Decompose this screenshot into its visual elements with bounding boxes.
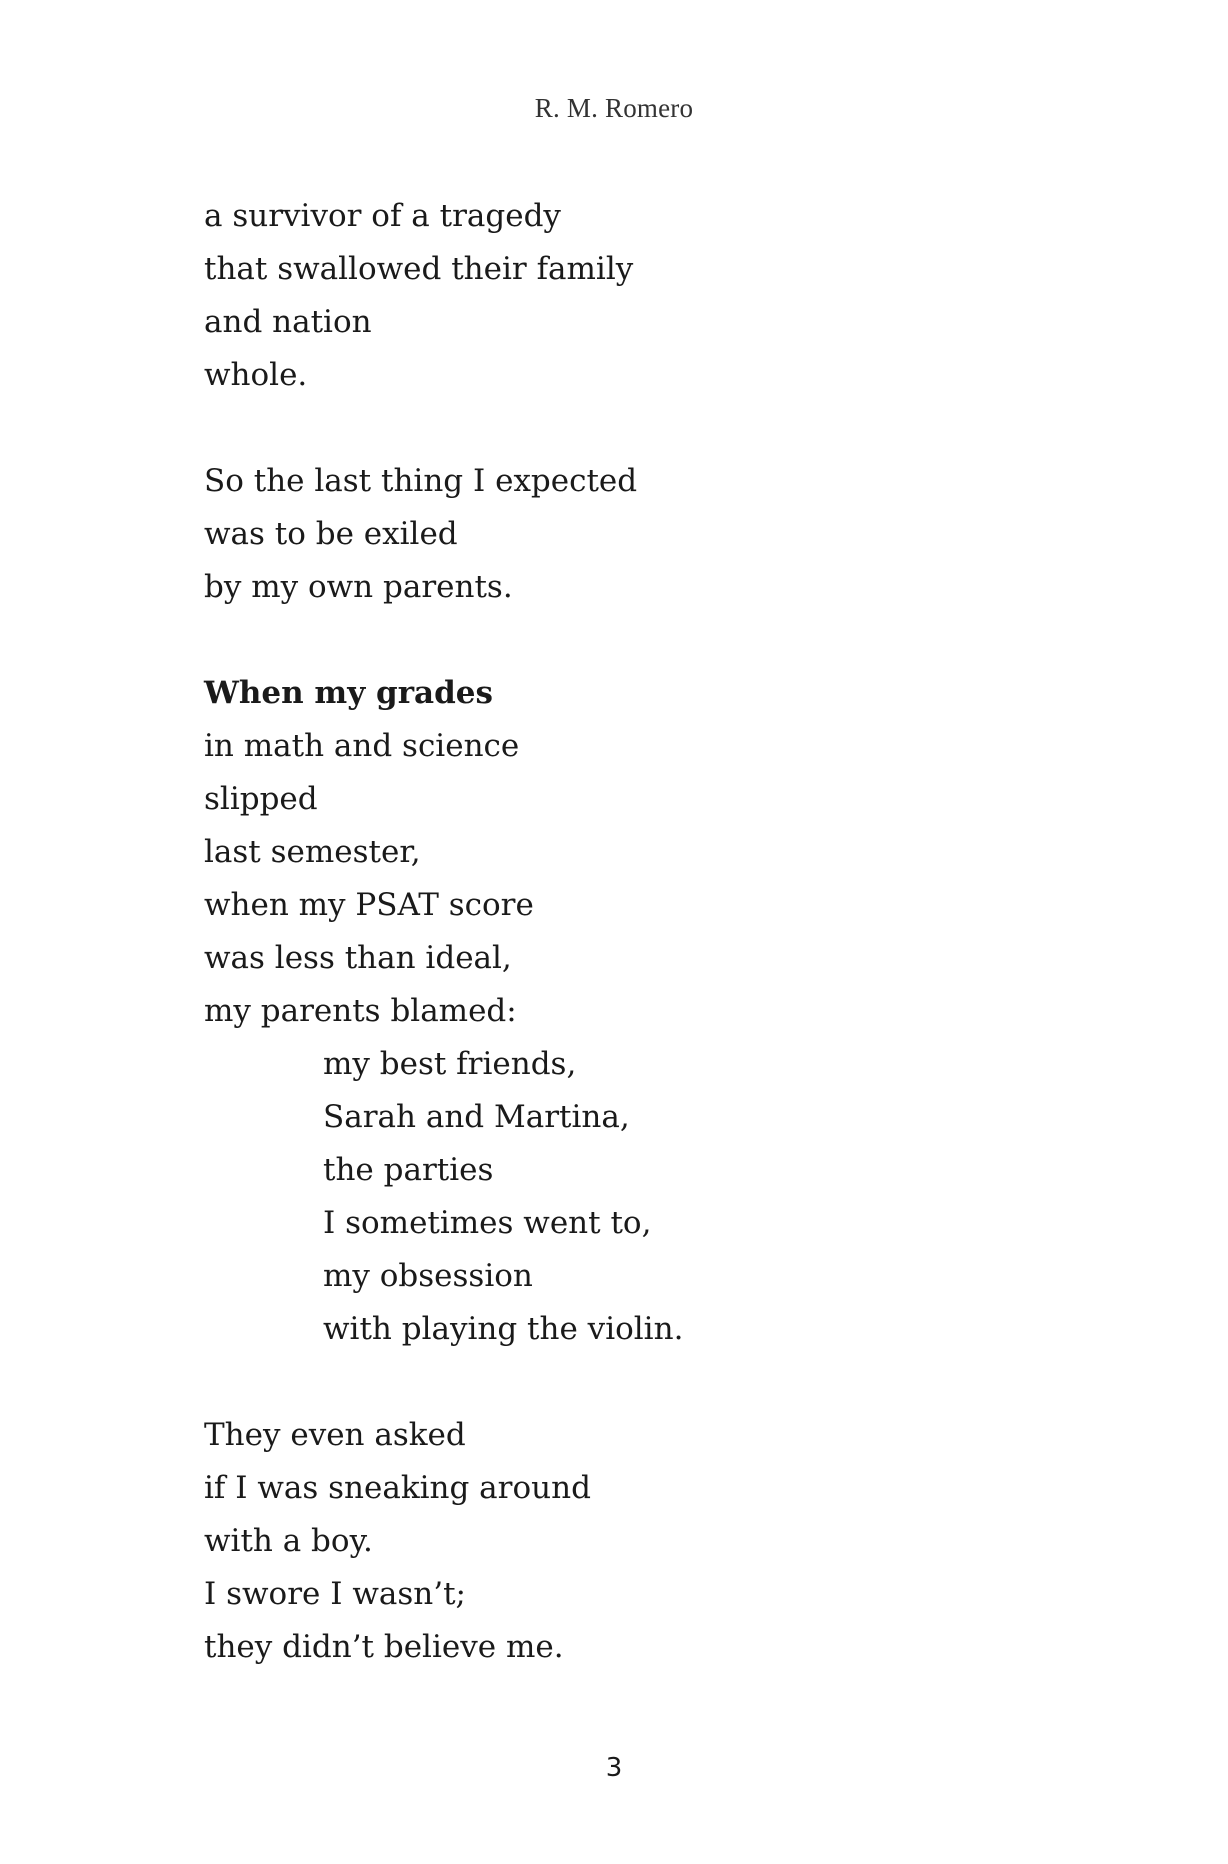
- poem-line-indented: the parties: [323, 1152, 494, 1188]
- poem-line-indented: with playing the violin.: [323, 1311, 684, 1347]
- stanza-2: [204, 455, 1104, 614]
- poem-line: So the last thing I expected: [204, 463, 638, 499]
- running-head-author: R. M. Romero: [534, 93, 694, 123]
- poem-line: They even asked: [204, 1417, 466, 1453]
- poem-line: I swore I wasn’t;: [204, 1576, 466, 1612]
- stanza-1: [204, 190, 1104, 402]
- poem-line-indented: my obsession: [323, 1258, 533, 1294]
- poem-line: they didn’t believe me.: [204, 1629, 564, 1665]
- poem-line: and nation: [204, 304, 372, 340]
- poem-line-indented: my best friends,: [323, 1046, 577, 1082]
- page-number: 3: [605, 1753, 623, 1783]
- poem-line-indented: Sarah and Martina,: [323, 1099, 630, 1135]
- poem-line: when my PSAT score: [204, 887, 534, 923]
- poem-line: last semester,: [204, 834, 421, 870]
- poem-line-indented: I sometimes went to,: [323, 1205, 652, 1241]
- poem-line: whole.: [204, 357, 308, 393]
- poem-line: that swallowed their family: [204, 251, 634, 287]
- poem-line: if I was sneaking around: [204, 1470, 591, 1506]
- poem-line: by my own parents.: [204, 569, 513, 605]
- poem-body: [204, 190, 1104, 1727]
- poem-line: a survivor of a tragedy: [204, 198, 561, 234]
- stanza-4: [204, 1409, 1104, 1674]
- stanza-3: [204, 667, 1104, 1356]
- poem-line: slipped: [204, 781, 318, 817]
- poem-line: was less than ideal,: [204, 940, 512, 976]
- poem-line: my parents blamed:: [204, 993, 517, 1029]
- poem-line: with a boy.: [204, 1523, 373, 1559]
- poem-line: in math and science: [204, 728, 520, 764]
- poem-line: was to be exiled: [204, 516, 458, 552]
- poem-section-lead: When my grades: [204, 675, 493, 711]
